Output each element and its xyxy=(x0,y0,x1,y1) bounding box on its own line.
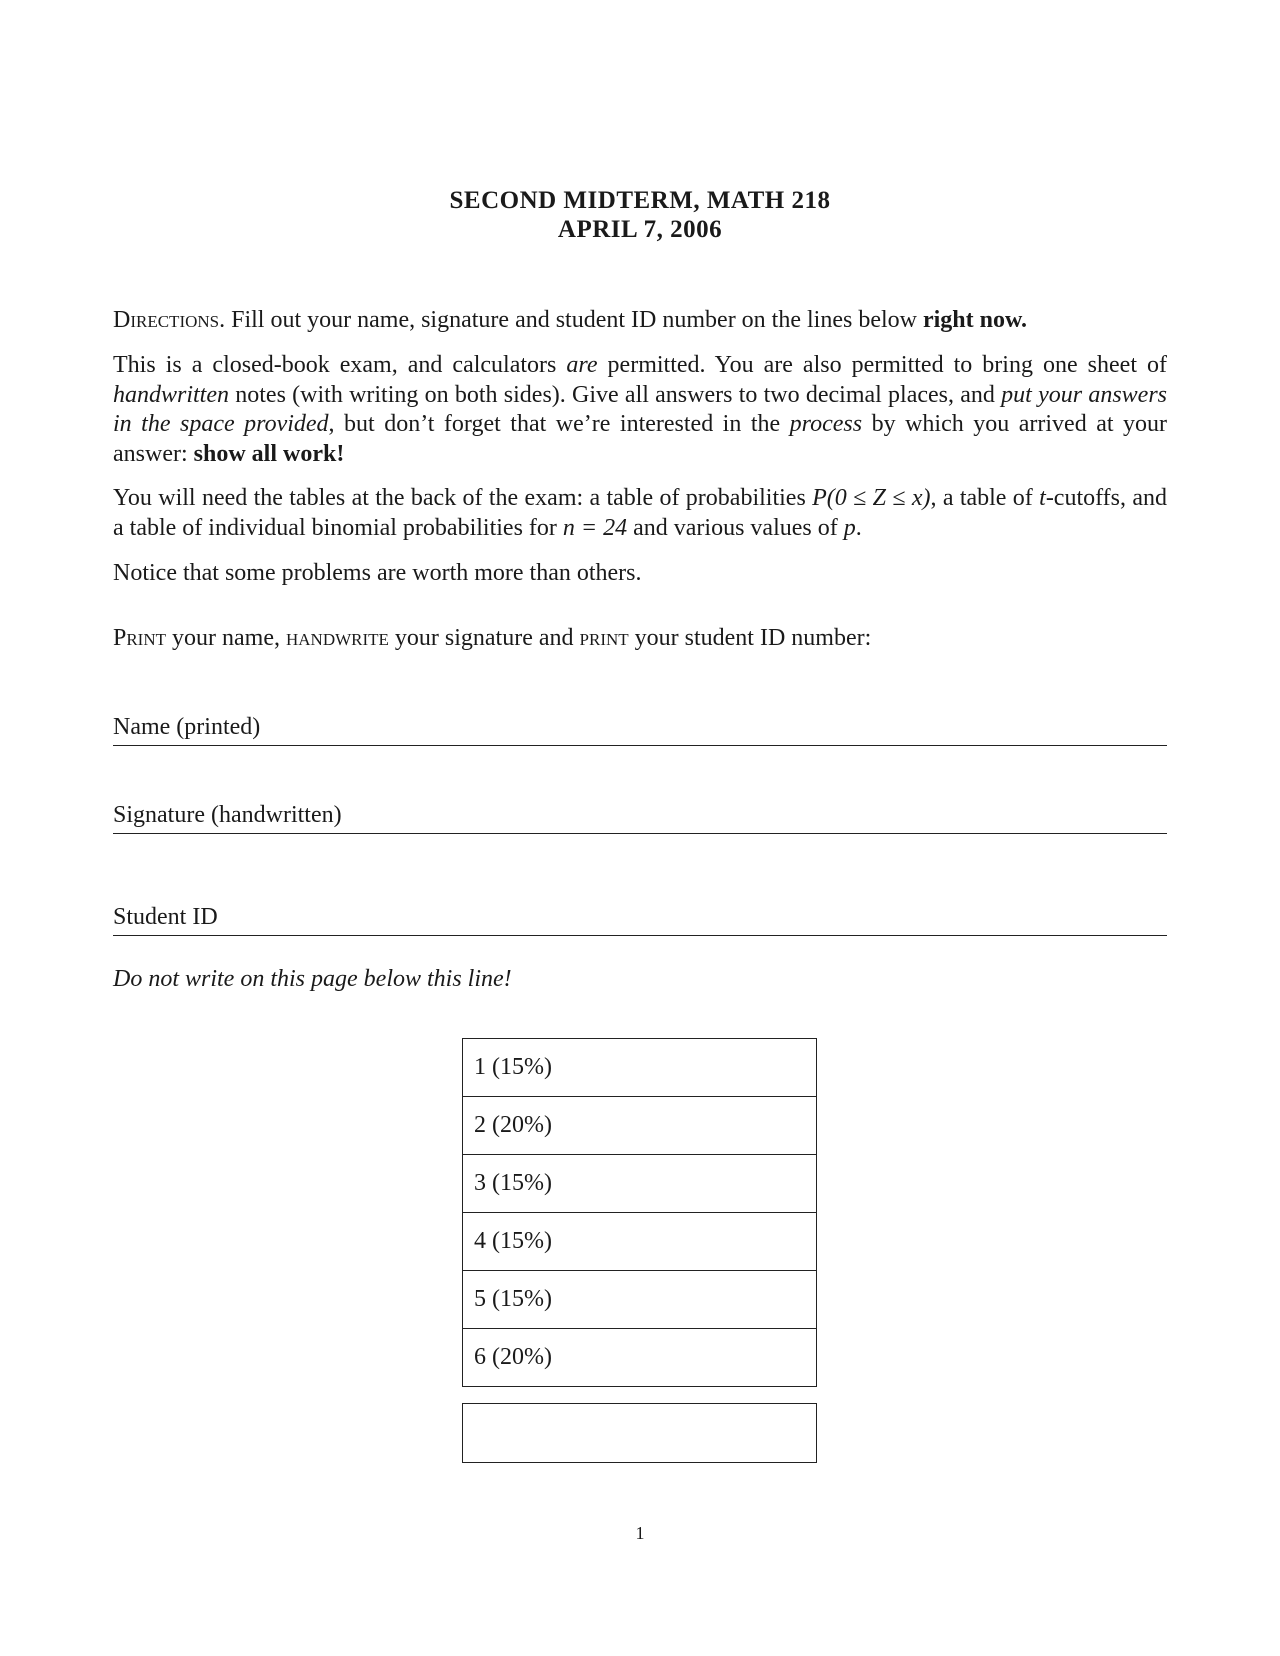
score-cell: 5 (15%) xyxy=(463,1271,817,1329)
student-id-field-label: Student ID xyxy=(113,904,218,930)
score-table xyxy=(462,1038,817,1387)
notice-paragraph: Notice that some problems are worth more than others. xyxy=(113,560,642,586)
print-text: your signature and xyxy=(388,625,580,651)
exam-title-line1: SECOND MIDTERM, MATH 218 xyxy=(449,187,831,214)
score-row xyxy=(463,1329,817,1387)
score-row xyxy=(463,1155,817,1213)
rules-show-work-emphasis: show all work! xyxy=(193,440,345,467)
score-row xyxy=(463,1271,817,1329)
page-number: 1 xyxy=(635,1523,645,1543)
print-text: your name, xyxy=(166,625,286,651)
name-field-label: Name (printed) xyxy=(113,714,261,740)
rules-put-answers-emphasis: put your answers in the space provided xyxy=(113,381,1167,437)
score-cell: 1 (15%) xyxy=(463,1039,817,1097)
tables-text: . xyxy=(855,514,862,541)
tables-text: , a table of xyxy=(930,485,1040,511)
probability-expression: P(0 ≤ Z ≤ x) xyxy=(812,485,931,511)
exam-date: APRIL 7, 2006 xyxy=(557,216,723,243)
tables-text: -cutoffs, and a table of individual binomial probabilities for xyxy=(113,485,1168,541)
t-variable: t xyxy=(1039,485,1046,511)
rules-text: This is a closed-book exam, and calculators xyxy=(113,352,567,378)
score-row xyxy=(463,1213,817,1271)
print-instructions xyxy=(113,624,1167,654)
directions-paragraph xyxy=(113,306,1167,336)
signature-field-label: Signature (handwritten) xyxy=(113,802,342,828)
total-score-box xyxy=(462,1403,817,1463)
rules-process-emphasis: process xyxy=(789,411,863,437)
tables-text: and various values of xyxy=(627,514,844,541)
print-keyword: Print xyxy=(113,625,167,651)
score-row xyxy=(463,1097,817,1155)
directions-label: Directions. xyxy=(113,307,226,333)
rules-text: , but don’t forget that we’re interested in the xyxy=(328,411,790,437)
print-text: your student ID number: xyxy=(628,625,872,651)
rules-are-emphasis: are xyxy=(566,352,598,378)
do-not-write-warning: Do not write on this page below this line! xyxy=(113,966,512,992)
signature-field[interactable] xyxy=(113,801,1167,834)
tables-paragraph xyxy=(113,484,1167,543)
n-expression: n = 24 xyxy=(562,514,628,541)
score-cell: 3 (15%) xyxy=(463,1155,817,1213)
tables-text: You will need the tables at the back of the exam: a table of probabilities xyxy=(113,485,813,511)
score-row xyxy=(463,1039,817,1097)
directions-text: Fill out your name, signature and student ID number on the lines below xyxy=(225,307,923,333)
rules-paragraph xyxy=(113,351,1167,469)
name-field[interactable] xyxy=(113,713,1167,746)
student-id-field[interactable] xyxy=(113,903,1167,936)
rules-text: notes (with writing on both sides). Give all answers to two decimal places, and xyxy=(229,381,1002,408)
handwrite-keyword: handwrite xyxy=(285,625,389,651)
score-cell: 6 (20%) xyxy=(463,1329,817,1387)
score-cell: 4 (15%) xyxy=(463,1213,817,1271)
rules-text: permitted. You are also permitted to bring one sheet of xyxy=(597,352,1168,378)
exam-title xyxy=(0,186,1280,244)
score-cell: 2 (20%) xyxy=(463,1097,817,1155)
rules-handwritten-emphasis: handwritten xyxy=(113,381,230,408)
directions-emphasis: right now. xyxy=(922,307,1027,333)
print-keyword: print xyxy=(579,625,629,651)
p-variable: p xyxy=(843,514,856,541)
rules-text: by which you arrived at your answer: xyxy=(113,411,1168,467)
